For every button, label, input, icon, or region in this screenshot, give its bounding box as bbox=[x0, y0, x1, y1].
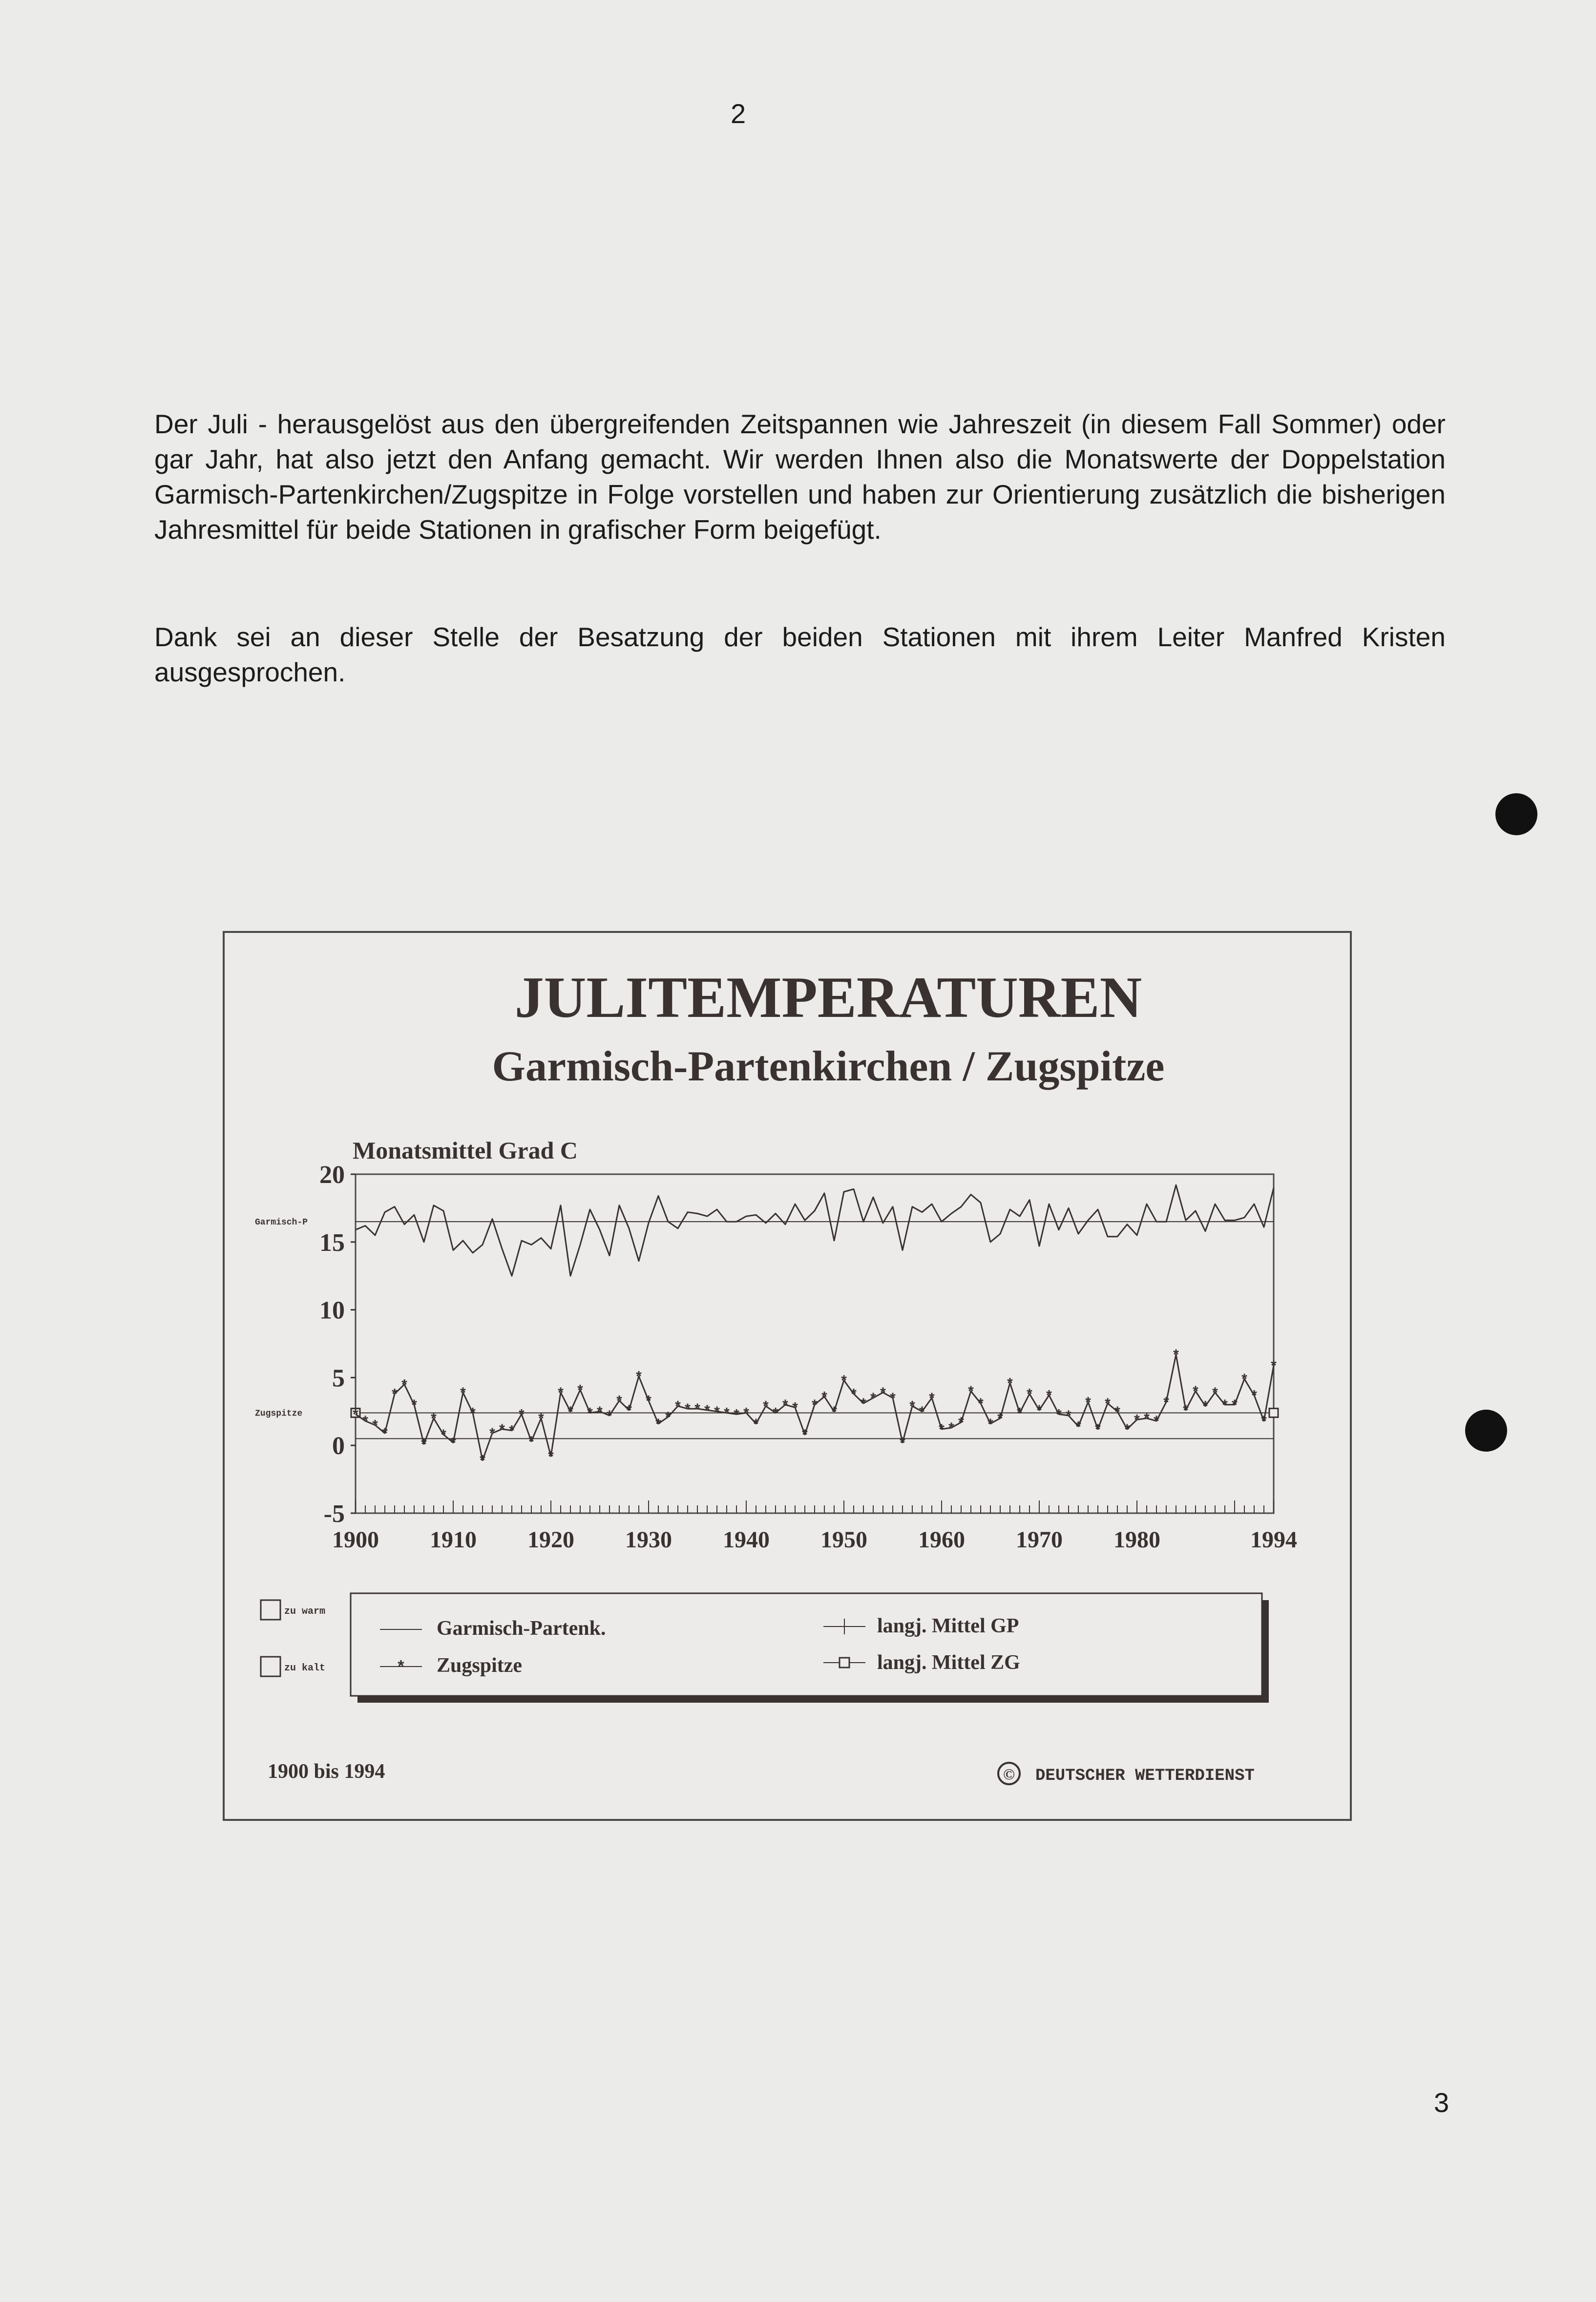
data-point-zugspitze: * bbox=[644, 1394, 653, 1411]
y-tick-label: 15 bbox=[319, 1228, 345, 1257]
x-tick-label: 1940 bbox=[723, 1527, 770, 1553]
x-tick-label: 1920 bbox=[527, 1527, 574, 1553]
data-point-zugspitze: * bbox=[888, 1392, 898, 1409]
data-point-zugspitze: * bbox=[702, 1404, 712, 1421]
legend bbox=[351, 1593, 1269, 1703]
data-point-zugspitze: * bbox=[1220, 1398, 1230, 1415]
data-point-zugspitze: * bbox=[712, 1405, 722, 1422]
data-point-zugspitze: * bbox=[1210, 1386, 1220, 1403]
zu-warm-label: zu warm bbox=[284, 1606, 326, 1617]
data-point-zugspitze: * bbox=[399, 1378, 409, 1395]
punch-hole bbox=[1495, 793, 1537, 835]
data-point-zugspitze: * bbox=[614, 1394, 624, 1411]
data-point-zugspitze: * bbox=[1122, 1422, 1132, 1439]
zu-kalt-label: zu kalt bbox=[284, 1663, 326, 1674]
chart-footer-source: DEUTSCHER WETTERDIENST bbox=[1035, 1767, 1255, 1785]
data-point-zugspitze: * bbox=[1073, 1420, 1083, 1437]
data-point-zugspitze: * bbox=[634, 1370, 644, 1387]
legend-zg-marker: * bbox=[396, 1659, 406, 1678]
data-point-zugspitze: * bbox=[927, 1392, 937, 1409]
data-point-zugspitze: * bbox=[419, 1437, 429, 1455]
data-point-zugspitze: * bbox=[1230, 1398, 1239, 1415]
data-point-zugspitze: * bbox=[566, 1405, 575, 1422]
data-point-zugspitze: * bbox=[380, 1427, 390, 1444]
data-point-zugspitze: * bbox=[878, 1386, 888, 1403]
legend-gp-label: Garmisch-Partenk. bbox=[437, 1617, 606, 1640]
legend-zg-label: Zugspitze bbox=[437, 1654, 523, 1677]
zu-warm-checkbox bbox=[261, 1600, 280, 1620]
chart-subtitle: Garmisch-Partenkirchen / Zugspitze bbox=[492, 1043, 1165, 1090]
data-point-zugspitze: * bbox=[1200, 1399, 1210, 1416]
data-point-zugspitze: * bbox=[790, 1401, 800, 1418]
data-point-zugspitze: * bbox=[1093, 1422, 1103, 1439]
data-point-zugspitze: * bbox=[937, 1422, 946, 1439]
data-point-zugspitze: * bbox=[917, 1405, 927, 1422]
x-tick-label: 1994 bbox=[1250, 1527, 1297, 1553]
legend-mean-gp-label: langj. Mittel GP bbox=[877, 1615, 1019, 1637]
data-point-zugspitze: * bbox=[409, 1398, 419, 1415]
data-point-zugspitze: * bbox=[1142, 1412, 1152, 1429]
zg-line-label: Zugspitze bbox=[255, 1409, 303, 1419]
data-point-zugspitze: * bbox=[1064, 1409, 1073, 1426]
x-axis bbox=[332, 1500, 1297, 1553]
data-point-zugspitze: * bbox=[458, 1386, 468, 1403]
chart-footer-period: 1900 bis 1994 bbox=[268, 1760, 385, 1783]
data-point-zugspitze: * bbox=[907, 1399, 917, 1416]
series-layer bbox=[351, 1185, 1278, 1471]
data-point-zugspitze: * bbox=[956, 1416, 966, 1433]
data-point-zugspitze: * bbox=[536, 1412, 546, 1429]
data-point-zugspitze: * bbox=[1161, 1395, 1171, 1413]
data-point-zugspitze: * bbox=[722, 1406, 732, 1423]
legend-box bbox=[351, 1593, 1262, 1696]
data-point-zugspitze: * bbox=[1015, 1406, 1025, 1423]
data-point-zugspitze: * bbox=[585, 1406, 595, 1423]
legend-mean-zg-marker bbox=[840, 1658, 849, 1668]
y-axis-label: Monatsmittel Grad C bbox=[353, 1137, 578, 1164]
y-tick-label: 0 bbox=[332, 1432, 345, 1460]
data-point-zugspitze: * bbox=[360, 1415, 370, 1432]
data-point-zugspitze: * bbox=[986, 1417, 995, 1434]
gp-line-label: Garmisch-P bbox=[255, 1218, 308, 1228]
x-tick-label: 1910 bbox=[430, 1527, 477, 1553]
data-point-zugspitze: * bbox=[517, 1408, 526, 1425]
y-tick-label: 5 bbox=[332, 1364, 345, 1393]
data-point-zugspitze: * bbox=[771, 1406, 780, 1423]
data-point-zugspitze: * bbox=[1113, 1405, 1122, 1422]
data-point-zugspitze: * bbox=[595, 1405, 605, 1422]
data-point-zugspitze: * bbox=[478, 1454, 487, 1471]
data-point-zugspitze: * bbox=[810, 1398, 819, 1415]
x-tick-label: 1930 bbox=[625, 1527, 672, 1553]
data-point-zugspitze: * bbox=[1083, 1395, 1093, 1413]
x-tick-label: 1970 bbox=[1016, 1527, 1063, 1553]
y-tick-label: 20 bbox=[319, 1161, 345, 1189]
data-point-zugspitze: * bbox=[575, 1383, 585, 1400]
data-point-zugspitze: * bbox=[859, 1397, 868, 1414]
data-point-zugspitze: * bbox=[741, 1406, 751, 1423]
data-point-zugspitze: * bbox=[732, 1408, 741, 1425]
data-point-zugspitze: * bbox=[868, 1392, 878, 1409]
y-tick-label: -5 bbox=[323, 1500, 345, 1528]
data-point-zugspitze: * bbox=[1044, 1389, 1054, 1406]
temperature-chart bbox=[225, 933, 1350, 1819]
zu-kalt-checkbox bbox=[261, 1657, 280, 1676]
y-axis bbox=[319, 1161, 356, 1528]
plot-area bbox=[356, 1174, 1274, 1513]
paragraph-text: Der Juli - herausgelöst aus den übergreifenden Zeitspannen wie Jahreszeit (in diesem Fall Sommer) oder gar Jahr, hat also jetzt den Anfang gemacht. Wir werden Ihnen also die Monatswerte der Doppelstation Garmisch-Partenkirchen/Zugspitze in Folge vorstellen und haben zur Orientierung zusätzlich die bisherigen Jahresmittel für beide Stationen in grafischer Form beigefügt. bbox=[154, 409, 1446, 545]
data-point-zugspitze: * bbox=[370, 1418, 380, 1436]
data-point-zugspitze: * bbox=[819, 1390, 829, 1407]
series-line-garmisch bbox=[356, 1185, 1274, 1276]
x-tick-label: 1900 bbox=[332, 1527, 379, 1553]
mean-zg-endpoint bbox=[1269, 1409, 1278, 1417]
data-point-zugspitze: * bbox=[1181, 1404, 1191, 1421]
data-point-zugspitze: * bbox=[351, 1408, 360, 1425]
data-point-zugspitze: * bbox=[966, 1385, 976, 1402]
data-point-zugspitze: * bbox=[439, 1428, 448, 1445]
data-point-zugspitze: * bbox=[976, 1397, 986, 1414]
data-point-zugspitze: * bbox=[1005, 1376, 1015, 1394]
chart-frame bbox=[223, 931, 1352, 1821]
data-point-zugspitze: * bbox=[526, 1435, 536, 1452]
data-point-zugspitze: * bbox=[946, 1421, 956, 1438]
data-point-zugspitze: * bbox=[497, 1422, 507, 1439]
data-point-zugspitze: * bbox=[653, 1417, 663, 1434]
data-point-zugspitze: * bbox=[605, 1409, 614, 1426]
x-tick-label: 1960 bbox=[918, 1527, 965, 1553]
data-point-zugspitze: * bbox=[448, 1436, 458, 1453]
data-point-zugspitze: * bbox=[468, 1406, 478, 1423]
data-point-zugspitze: * bbox=[1249, 1389, 1259, 1406]
page-number-top: 2 bbox=[731, 98, 746, 129]
legend-mean-zg-label: langj. Mittel ZG bbox=[877, 1651, 1020, 1674]
data-point-zugspitze: * bbox=[1103, 1397, 1113, 1414]
intro-paragraph bbox=[154, 406, 1446, 547]
x-tick-label: 1950 bbox=[820, 1527, 867, 1553]
data-point-zugspitze: * bbox=[556, 1386, 566, 1403]
data-point-zugspitze: * bbox=[1034, 1404, 1044, 1421]
data-point-zugspitze: * bbox=[624, 1404, 634, 1421]
data-point-zugspitze: * bbox=[663, 1410, 673, 1427]
copyright-letter: © bbox=[1003, 1765, 1015, 1783]
data-point-zugspitze: * bbox=[995, 1412, 1005, 1429]
chart-title: JULITEMPERATUREN bbox=[514, 965, 1142, 1030]
data-point-zugspitze: * bbox=[487, 1427, 497, 1444]
page-number-bottom: 3 bbox=[1434, 2087, 1449, 2118]
data-point-zugspitze: * bbox=[800, 1428, 810, 1445]
data-point-zugspitze: * bbox=[1132, 1413, 1142, 1430]
data-point-zugspitze: * bbox=[1191, 1385, 1200, 1402]
paragraph-text: Dank sei an dieser Stelle der Besatzung der beiden Stationen mit ihrem Leiter Manfred Kristen ausgesprochen. bbox=[154, 622, 1446, 687]
data-point-zugspitze: * bbox=[1171, 1348, 1181, 1365]
data-point-zugspitze: * bbox=[1259, 1415, 1269, 1432]
thanks-paragraph bbox=[154, 619, 1446, 690]
data-point-zugspitze: * bbox=[507, 1424, 517, 1441]
data-point-zugspitze: * bbox=[673, 1399, 683, 1416]
data-point-zugspitze: * bbox=[839, 1373, 849, 1391]
data-point-zugspitze: * bbox=[829, 1405, 839, 1422]
y-tick-label: 10 bbox=[319, 1296, 345, 1325]
punch-hole bbox=[1465, 1410, 1507, 1452]
data-point-zugspitze: * bbox=[761, 1399, 771, 1416]
data-point-zugspitze: * bbox=[1239, 1373, 1249, 1390]
data-point-zugspitze: * bbox=[1152, 1415, 1161, 1432]
data-point-zugspitze: * bbox=[1269, 1359, 1279, 1376]
data-point-zugspitze: * bbox=[780, 1398, 790, 1415]
data-point-zugspitze: * bbox=[849, 1387, 859, 1404]
x-tick-label: 1980 bbox=[1113, 1527, 1160, 1553]
data-point-zugspitze: * bbox=[683, 1402, 693, 1419]
data-point-zugspitze: * bbox=[898, 1436, 907, 1453]
data-point-zugspitze: * bbox=[751, 1417, 761, 1434]
data-point-zugspitze: * bbox=[390, 1387, 399, 1404]
data-point-zugspitze: * bbox=[546, 1450, 556, 1467]
data-point-zugspitze: * bbox=[1025, 1387, 1034, 1404]
data-point-zugspitze: * bbox=[693, 1402, 702, 1419]
data-point-zugspitze: * bbox=[429, 1412, 439, 1429]
data-point-zugspitze: * bbox=[1054, 1408, 1064, 1425]
